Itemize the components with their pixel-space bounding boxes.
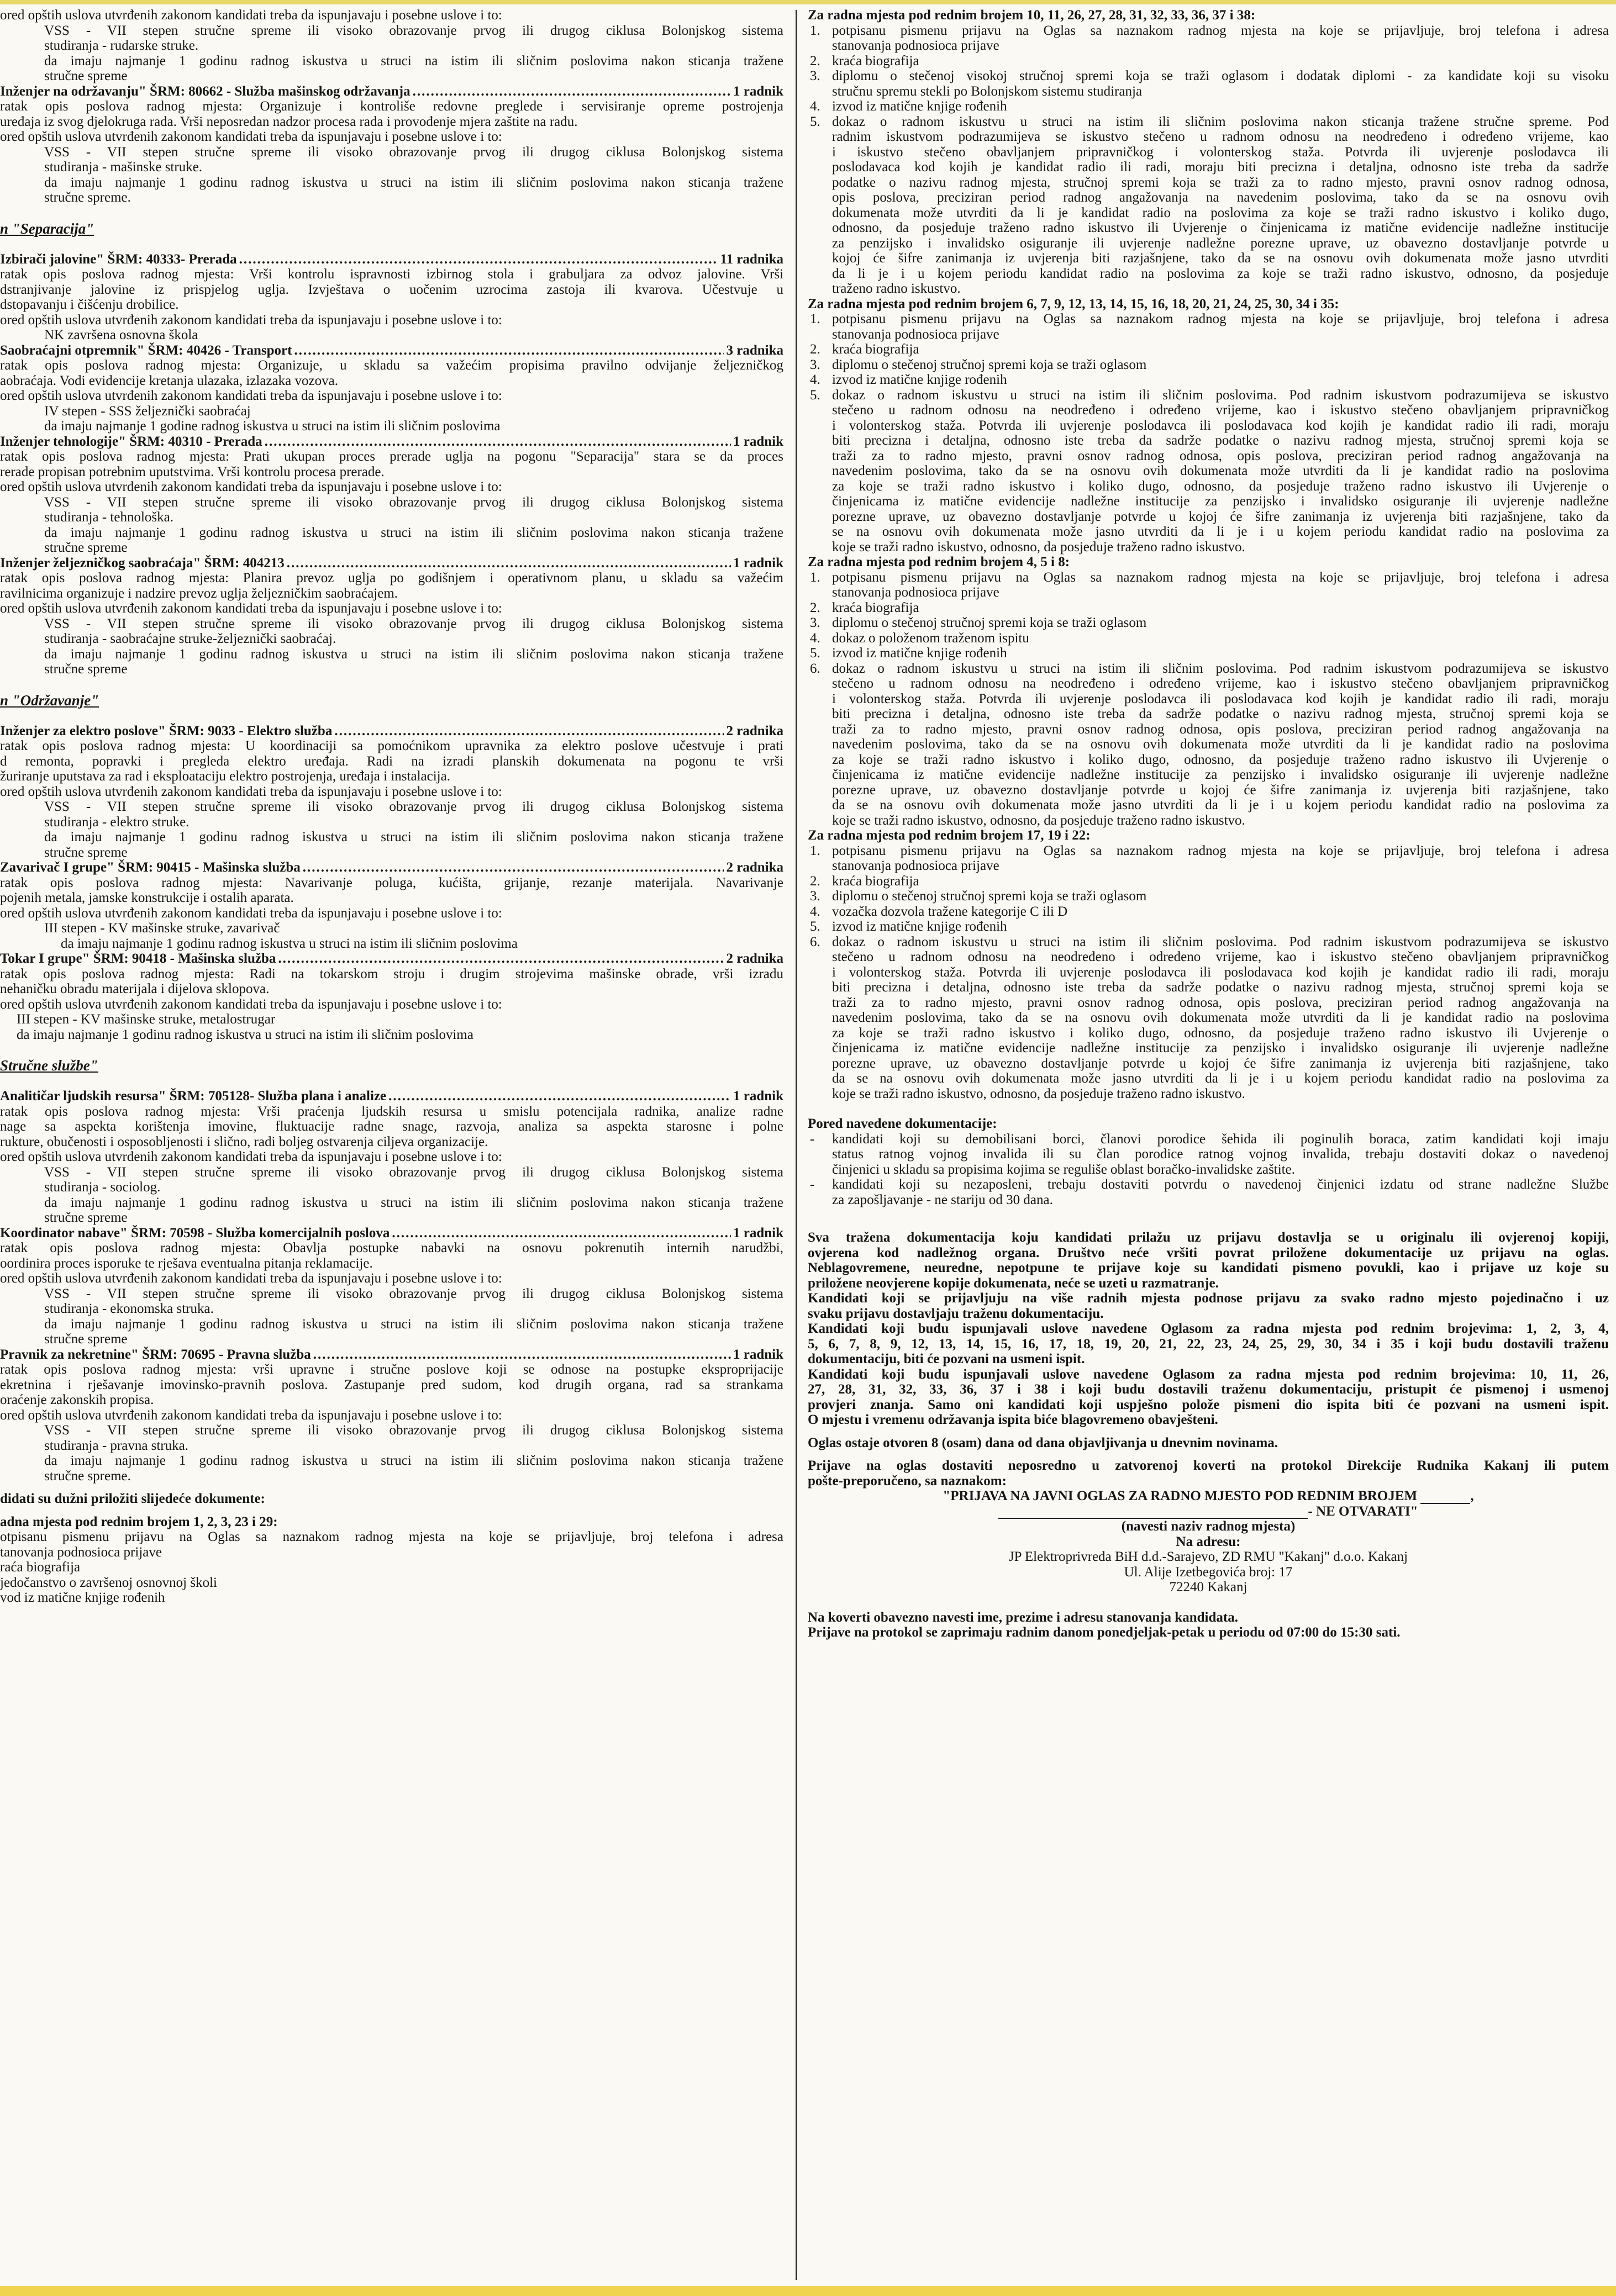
text-line: dokaz o radnom iskustvu u struci na istim ili sličnim poslovima. Pod radnim iskustvom podrazumijeva se iskustvo [832,934,1609,949]
text-line: traži za to radno mjesto, pravni osnov radnog odnosa, opis poslova, preciziran period radnog angažovanja na [832,995,1609,1010]
text-line: činjenicama iz matične evidencije nadležne institucije za penzijsko i invalidsko osiguranje ili uvjerenje nadležne [832,494,1609,509]
documents-group-heading: Za radna mjesta pod rednim brojem 10, 11, 26, 27, 28, 31, 32, 33, 36, 37 i 38: [808,8,1256,23]
text-line: status ratnog vojnog invalida ili su član porodice ratnog vojnog invalida, trebaju dostaviti dokaz o navedenoj [832,1147,1609,1162]
text-line: ored opštih uslova utvrđenih zakonom kandidati treba da ispunjavaju i posebne uslove i to: [0,1149,502,1164]
text-line: VSS - VII stepen stručne spreme ili visoko obrazovanje prvog ili drugog ciklusa Bolonjskog sistema [44,1423,783,1438]
documents-group-heading: Za radna mjesta pod rednim brojem 6, 7, 9, 12, 13, 14, 15, 16, 18, 20, 21, 24, 25, 30, 34 i 35: [808,296,1339,312]
envelope-hint: (navesti naziv radnog mjesta) [1121,1519,1296,1534]
envelope-label-line: - NE OTVARATI" [808,1504,1609,1519]
text-line: da imaju najmanje 1 godinu radnog iskustva u struci na istim ili sličnim poslovima nakon sticanja tražene [44,1453,783,1468]
text-line: da imaju najmanje 1 godinu radnog iskustva u struci na istim ili sličnim poslovima nakon sticanja tražene [44,53,783,68]
text-line: VSS - VII stepen stručne spreme ili visoko obrazovanje prvog ili drugog ciklusa Bolonjskog sistema [44,799,783,814]
text-line: ored opštih uslova utvrđenih zakonom kandidati treba da ispunjavaju i posebne uslove i to: [0,388,502,403]
list-item [808,23,1609,54]
text-line: odnosno, da posjeduje traženo radno iskustvo ili Uvjerenje o činjenicama iz matične evidencije nadležne institucije [832,220,1609,235]
text-line: VSS - VII stepen stručne spreme ili visoko obrazovanje prvog ili drugog ciklusa Bolonjskog sistema [44,616,783,631]
text-line: stručne spreme. [44,1468,131,1484]
envelope-label-line: "PRIJAVA NA JAVNI OGLAS ZA RADNO MJESTO POD REDNIM BROJEM , [943,1489,1474,1503]
notice-line: O mjestu i vremenu održavanja ispita biće blagovremeno obavješteni. [808,1412,1218,1427]
notice-line: Neblagovremene, neuredne, nepotpune te prijave koje su kandidati pismeno povukli, kao i prijave uz koje su [808,1260,1609,1275]
text-line: ratak opis poslova radnog mjesta: Prati ukupan proces prerade uglja na pogonu "Separacija" stara se da proces [0,449,783,464]
section-heading-separacija: n "Separacija" [0,220,94,237]
text-line: porezne uprave, uz obavezno dostavljanje potvrde u kojoj će šifre zanimanja iz uvjerenja biti razjašnjene, tako [832,782,1609,798]
page-bottom-edge [0,2286,1616,2296]
text-line: ratak opis poslova radnog mjesta: Organizuje i kontroliše redovne preglede i servisiranje opreme postrojenja [0,99,783,114]
text-line: VSS - VII stepen stručne spreme ili visoko obrazovanje prvog ili drugog ciklusa Bolonjskog sistema [44,1286,783,1301]
bullet-item: - kandidati koji su nezaposleni, trebaju dostaviti potvrdu o navedenoj činjenici izdatu od strane nadležne Službe za zapošljavanje - ne stariju od 30 dana. [810,1177,1609,1207]
text-line: da imaju najmanje 1 godinu radnog iskustva u struci na istim ili sličnim poslovima nakon sticanja tražene [44,830,783,844]
text-line: izvod iz matične knjige rođenih [832,372,1007,387]
numbered-list [808,312,1609,555]
list-item [808,388,1609,555]
text-line: navedenim poslovima, tako da se na osnovu ovih dokumenata može utvrditi da li je kandidat radio na poslovima [832,463,1609,478]
text-line: činjenicama iz matične evidencije nadležne institucije za penzijsko i invalidsko osiguranje ili uvjerenje nadležne [832,767,1609,782]
text-line: stečeno u radnom odnosu na neodređeno i određeno vrijeme, kao i iskustvo stečeno obavljanjem pripravničkog [832,403,1609,418]
job-title-line: Koordinator nabave" ŠRM: 70598 - Služba komercijalnih poslova ..... 1 radnik [0,1226,783,1241]
text-line: opis poslova, preciziran period radnog angažovanja na navedenim poslovima, tako da se na osnovu ovih [832,190,1609,205]
text-line: za koje se traži radno iskustvo i koliko dugo, odnosno, da posjeduje traženo radno iskustvo ili Uvjerenje o [832,478,1609,494]
text-line: biti precizna i detaljna, odnosno iste treba da sadrže podatke o nazivu radnog mjesta, stručnoj spremi koja se [832,433,1609,448]
notice-line: provjeri znanja. Samo oni kandidati koji uspješno polože pismeni dio ispita biti će pozvani na usmeni ispit. [808,1397,1609,1412]
text-line: koje se traži radno iskustvo, odnosno, da posjeduje traženo radno iskustvo. [832,812,1245,828]
text-line: navedenim poslovima, tako da se na osnovu ovih dokumenata može utvrditi da li je kandidat radio na poslovima [832,1010,1609,1025]
text-line: za koje se traži radno iskustvo i koliko dugo, odnosno, da posjeduje traženo radno iskustvo ili Uvjerenje o [832,1025,1609,1041]
text-line: kojoj će šifre zanimanja iz uvjerenja biti razjašnjene, tako da se na osnovu ovih dokumenata može jasno utvrditi [832,251,1609,266]
text-line: potpisanu pismenu prijavu na Oglas sa naznakom radnog mjesta na koje se prijavljuje, broj telefona i adresa [832,312,1609,326]
text-line: dokaz o radnom iskustvu u struci na istim ili sličnim poslovima. Pod radnim iskustvom podrazumijeva se iskustvo [832,387,1609,403]
text-line: ratak opis poslova radnog mjesta: Navarivanje poluga, kućišta, grijanje, rezanje materijala. Navarivanje [0,875,783,890]
list-item-number: 5. [810,114,820,129]
list-item [808,874,1609,889]
numbered-list [808,23,1609,297]
text-line: stečeno u radnom odnosu na neodređeno i određeno vrijeme, kao i iskustvo stečeno obavljanjem pripravničkog [832,949,1609,964]
list-item [808,935,1609,1102]
section-heading-odrzavanje: n "Održavanje" [0,692,99,709]
list-item [808,919,1609,935]
text-line: jedočanstvo o završenoj osnovnoj školi [0,1575,217,1590]
text-line: nehaničku obradu materijala i dijelova sklopova. [0,981,270,996]
text-line: i volonterskog staža. Potvrda ili uvjerenje poslodavca ili poslodavaca kod kojih je kandidat radio ili radi, moraju [832,691,1609,706]
text-line: ratak opis poslova radnog mjesta: Radi na tokarskom stroju i drugim strojevima mašinske obrade, vrši izradu [0,966,783,981]
text-line: ekretnina i rješavanje imovinsko-pravnih poslova. Zastupanje pred sudom, kod drugih organa, rad sa strankama [0,1377,783,1392]
text-line: d remonta, popravki i pregleda elektro uređaja. Radi na izradi planskih dokumenata na pogonu te vrši [0,753,783,769]
text-line: III stepen - KV mašinske struke, metalostrugar [17,1012,276,1027]
text-line: stručne spreme [44,540,128,555]
section-heading-strucne-sluzbe: Stručne službe" [0,1057,98,1074]
list-item [808,342,1609,357]
text-line: studiranja - saobraćajne struke-željeznički saobraćaj. [44,631,336,646]
text-line: III stepen - KV mašinske struke, zavarivač [44,921,280,936]
page-top-edge [0,0,1616,4]
list-item-number: 3. [810,357,820,372]
list-item [808,357,1609,373]
submission-line: Prijave na oglas dostaviti neposredno u zatvorenoj koverti na protokol Direkcije Rudnika Kakanj ili putem [808,1458,1609,1473]
text-line: studiranja - ekonomska struka. [44,1301,214,1316]
final-note: Prijave na protokol se zaprimaju radnim danom ponedjeljak-petak u periodu od 07:00 do 15:30 sati. [808,1625,1401,1640]
documents-group-heading: Za radna mjesta pod rednim brojem 4, 5 i 8: [808,555,1070,569]
text-line: otpisanu pismenu prijavu na Oglas sa naznakom radnog mjesta na koje se prijavljuje, broj telefona i adresa [0,1529,783,1544]
text-line: diplomu o stečenoj visokoj stručnoj spremi koja se traži oglasom i dodatak diplomi - za kandidate koji su visoku [832,68,1609,83]
documents-group-heading: Za radna mjesta pod rednim brojem 17, 19 i 22: [808,828,1091,843]
job-title-line: Inženjer željezničkog saobraćaja" ŠRM: 404213 ..... 1 radnik [0,556,783,571]
text-line: se na osnovu ovih dokumenata može jasno utvrditi da li je i u kojem periodu kandidat radio na poslovima za [832,524,1609,539]
text-line: dokaz o radnom iskustvu u struci na istim ili sličnim poslovima. Pod radnim iskustvom podrazumijeva se iskustvo [832,661,1609,676]
submission-line: pošte-preporučeno, sa naznakom: [808,1473,1007,1489]
text-line: kandidati koji su nezaposleni, trebaju dostaviti potvrdu o navedenoj činjenici izdatu od strane nadležne Službe [832,1177,1609,1192]
text-line: ratak opis poslova radnog mjesta: Organizuje, u skladu sa važećim propisima pravilno odvijanje željezničkog [0,358,783,373]
text-line: da imaju najmanje 1 godinu radnog iskustva u struci na istim ili sličnim poslovima nakon sticanja tražene [44,646,783,662]
text-line: činjenici u skladu sa propisima kojima se reguliše oblast boračko-invalidske zaštite. [832,1162,1295,1177]
text-line: ratak opis poslova radnog mjesta: vrši upravne i stručne poslove koji se odnose na postupke eksproprijacije [0,1362,783,1377]
text-line: pojenih metala, jamske konstrukcije i ostalih aparata. [0,890,294,905]
text-line: kraća biografija [832,600,919,615]
text-line: VSS - VII stepen stručne spreme ili visoko obrazovanje prvog ili drugog ciklusa Bolonjskog sistema [44,494,783,510]
text-line: studiranja - rudarske struke. [44,38,199,53]
list-item-number: 3. [810,68,820,83]
text-line: da imaju najmanje 1 godinu radnog iskustva u struci na istim ili sličnim poslovima nakon sticanja tražene [44,525,783,540]
final-note: Na koverti obavezno navesti ime, prezime i adresu stanovanja kandidata. [808,1609,1238,1625]
text-line: dokaz o položenom traženom ispitu [832,630,1029,646]
text-line: da se na osnovu ovih dokumenata može jasno utvrditi da li je i u kojem periodu kandidat radio na poslovima za [832,798,1609,812]
notice-line: 27, 28, 31, 32, 33, 36, 37 i 38 i koji budu dostavili traženu dokumentaciju, pristupit će pismenoj i usmenoj [808,1382,1609,1397]
text-line: za koje se traži radno iskustvo i koliko dugo, odnosno, da posjeduje traženo radno iskustvo ili Uvjerenje o [832,752,1609,767]
job-title-line: Tokar I grupe" ŠRM: 90418 - Mašinska služba ..... 2 radnika [0,951,783,967]
text-line: koje se traži radno iskustvo, odnosno, da posjeduje traženo radno iskustvo. [832,1086,1245,1101]
notice-line: 5, 6, 7, 8, 9, 12, 13, 14, 15, 16, 17, 18, 19, 20, 21, 22, 23, 24, 25, 29, 30, 34 i 35 i koji budu dostavili traženu [808,1336,1609,1352]
text-line: studiranja - pravna struka. [44,1438,189,1453]
list-item [808,114,1609,297]
text-line: stručne spreme [44,1210,128,1225]
column-divider [796,10,797,2280]
list-item-number: 2. [810,600,820,615]
left-column [0,8,783,1606]
text-line: da imaju najmanje 1 godinu radnog iskustva u struci na istim ili sličnim poslovima nakon sticanja tražene [44,175,783,190]
text-line: ored opštih uslova utvrđenih zakonom kandidati treba da ispunjavaju i posebne uslove i to: [0,8,502,23]
text-line: da se na osnovu ovih dokumenata može jasno utvrditi da li je i u kojem periodu kandidat radio na poslovima za [832,1071,1609,1086]
text-line: tanovanja podnosioca prijave [0,1544,162,1560]
job-title-line: Inženjer tehnologije" ŠRM: 40310 - Prerada ..... 1 radnik [0,434,783,450]
text-line: studiranja - mašinske struke. [44,160,203,175]
list-item-number: 4. [810,99,820,114]
text-line: ratak opis poslova radnog mjesta: Vrši kontrolu ispravnosti izbirnog stola i grabuljara za odvoz jalovine. Vrši [0,267,783,282]
text-line: žuriranje uputstava za rad i eksploataciju elektro postrojenja, uređaja i instalacija. [0,769,450,784]
list-item-number: 1. [810,843,820,858]
text-line: kraća biografija [832,53,919,68]
text-line: potpisanu pismenu prijavu na Oglas sa naznakom radnog mjesta na koje se prijavljuje, broj telefona i adresa [832,843,1609,858]
text-line: ratak opis poslova radnog mjesta: Obavlja postupke nabavki na osnovu pokrenutih internih narudžbi, [0,1241,783,1255]
text-line: ored opštih uslova utvrđenih zakonom kandidati treba da ispunjavaju i posebne uslove i to: [0,1407,502,1423]
text-line: kandidati koji su demobilisani borci, članovi porodice šehida ili poginulih boraca, zatim kandidati koji imaju [832,1131,1609,1147]
list-item-number: 4. [810,904,820,919]
text-line: biti precizna i detaljna, odnosno iste treba da sadrže podatke o nazivu radnog mjesta, stručnoj spremi koja se [832,980,1609,995]
text-line: stručnu spremu stekli po Bolonjskom sistemu studiranja [832,83,1143,99]
list-item [808,312,1609,342]
job-title-line: Analitičar ljudskih resursa" ŠRM: 705128- Služba plana i analize ..... 1 radnik [0,1089,783,1104]
text-line: biti precizna i detaljna, odnosno iste treba da sadrže podatke o nazivu radnog mjesta, stručnoj spremi koja se [832,706,1609,721]
text-line: za zapošljavanje - ne stariju od 30 dana. [832,1192,1053,1207]
documents-heading: didati su dužni priložiti slijedeće dokumente: [0,1491,265,1506]
text-line: studiranja - sociolog. [44,1180,161,1195]
text-line: IV stepen - SSS željeznički saobraćaj [44,403,251,419]
list-item [808,600,1609,616]
text-line: oordinira proces isporuke te rješava eventualna pitanja reklamacije. [0,1255,373,1271]
job-title-line: Saobraćajni otpremnik" ŠRM: 40426 - Transport ..... 3 radnika [0,343,783,358]
list-item-number: 4. [810,372,820,387]
text-line: VSS - VII stepen stručne spreme ili visoko obrazovanje prvog ili drugog ciklusa Bolonjskog sistema [44,23,783,38]
text-line: za penzijsko i invalidsko osiguranje ili uvjerenje nadležne porezne uprave, uz obavezno dostavljanje potvrde u [832,235,1609,251]
list-item-number: 3. [810,889,820,904]
text-line: kraća biografija [832,873,919,889]
text-line: oraćenje zakonskih propisa. [0,1392,154,1407]
documents-group-heading: adna mjesta pod rednim brojem 1, 2, 3, 23 i 29: [0,1514,278,1529]
list-item-number: 5. [810,919,820,934]
text-line: da imaju najmanje 1 godinu radnog iskustva u struci na istim ili sličnim poslovima nakon sticanja tražene [44,1316,783,1332]
text-line: stečeno u radnom odnosu na neodređeno i određeno vrijeme, kao i iskustvo stečeno obavljanjem pripravničkog [832,676,1609,691]
text-line: porezne uprave, uz obavezno dostavljanje potvrde u kojoj će šifre zanimanja iz uvjerenja biti razjašnjene, tako da [832,509,1609,524]
text-line: vod iz matične knjige rođenih [0,1590,165,1605]
bullet-item: - kandidati koji su demobilisani borci, članovi porodice šehida ili poginulih boraca, zatim kandidati koji imaju status ratnog vojnog invalida ili su član porodice ratnog vojnog invalida, trebaju dostaviti dokaz o navedenoj činjenici u skladu sa propisima kojima se reguliše oblast boračko-invalidske zaštite. [810,1131,1609,1177]
numbered-list [808,570,1609,828]
text-line: diplomu o stečenoj stručnoj spremi koja se traži oglasom [832,615,1147,630]
notice-line: Kandidati koji se prijavljuju na više radnih mjesta podnose prijavu za svako radno mjesto pojedinačno i uz [808,1291,1609,1306]
job-title-line: Pravnik za nekretnine" ŠRM: 70695 - Pravna služba ..... 1 radnik [0,1347,783,1363]
text-line: ravilnicima organizuje i nadzire prevoz uglja željezničkim saobraćajem. [0,585,398,601]
text-line: stručne spreme [44,1332,128,1347]
text-line: ored opštih uslova utvrđenih zakonom kandidati treba da ispunjavaju i posebne uslove i to: [0,129,502,144]
right-column [808,8,1609,1640]
text-line: dstopavanju i čišćenju drobilice. [0,297,179,312]
text-line: da imaju najmanje 1 godinu radnog iskustva u struci na istim ili sličnim poslovima [17,1027,473,1042]
text-line: ored opštih uslova utvrđenih zakonom kandidati treba da ispunjavaju i posebne uslove i to: [0,601,502,616]
text-line: radnim iskustvom podrazumijeva se iskustvo stečeno u radnom odnosu na neodređeno i određeno vrijeme, kao [832,129,1609,144]
text-line: i iskustvo stečeno obavljanjem pripravničkog i volonterskog staža. Potvrda ili uvjerenje poslodavca ili [832,144,1609,160]
numbered-list [808,843,1609,1102]
list-item [808,99,1609,114]
text-line: uređaja iz svog djelokruga rada. Vrši neposredan nadzor procesa rada i provođenje mjera zaštite na radu. [0,114,578,129]
list-item-number: 5. [810,387,820,403]
notice-line: svaku prijavu dostavljaju traženu dokumentaciju. [808,1306,1104,1321]
text-line: stručne spreme [44,844,128,860]
list-item-number: 5. [810,646,820,661]
text-line: aobraćaja. Vodi evidencije kretanja ulazaka, izlazaka vozova. [0,373,338,388]
list-item-number: 4. [810,630,820,646]
address-line: Ul. Alije Izetbegovića broj: 17 [1124,1564,1293,1580]
notice-line: dokumentaciju, biti će pozvani na usmeni ispit. [808,1352,1085,1366]
list-item [808,889,1609,904]
notice-line: Kandidati koji budu ispunjavali uslove navedene Oglasom za radna mjesta pod rednim brojevima: 10, 11, 26, [808,1366,1609,1382]
text-line: dokumenata može utvrditi da li je kandidat radio na poslovima za koje se traži radno iskustvo i koliko dugo, [832,205,1609,220]
text-line: nage sa aspekta korištenja imovine, fluktuacije radne snage, razvoja, analiza sa aspekta starosne i polne [0,1119,783,1134]
text-line: ored opštih uslova utvrđenih zakonom kandidati treba da ispunjavaju i posebne uslove i to: [0,905,502,921]
text-line: vozačka dozvola tražene kategorije C ili D [832,904,1068,919]
text-line: diplomu o stečenoj stručnoj spremi koja se traži oglasom [832,357,1147,372]
text-line: porezne uprave, uz obavezno dostavljanje potvrde u kojoj će šifre zanimanja iz uvjerenja biti razjašnjene, tako [832,1055,1609,1071]
list-item [808,661,1609,828]
text-line: stanovanja podnosioca prijave [832,38,999,53]
list-item-number: 2. [810,53,820,68]
notice-line: priložene neovjerene kopije dokumenata, neće se uzeti u razmatranje. [808,1275,1219,1291]
list-item-number: 3. [810,615,820,630]
list-item [808,843,1609,874]
job-title-line: Inženjer na održavanju" ŠRM: 80662 - Služba mašinskog održavanja ..... 1 radnik [0,84,783,99]
list-item [808,615,1609,631]
notice-line: Kandidati koji budu ispunjavali uslove navedene Oglasom za radna mjesta pod rednim brojevima: 1, 2, 3, 4, [808,1321,1609,1336]
text-line: traži za to radno mjesto, pravni osnov radnog odnosa, opis poslova, preciziran period radnog angažovanja na [832,721,1609,737]
text-line: traženo radno iskustvo. [832,281,961,296]
text-line: dokaz o radnom iskustvu u struci na istim ili sličnim poslovima nakon sticanja tražene stručne spreme. Pod [832,114,1609,129]
list-item [808,68,1609,99]
list-item [808,570,1609,600]
list-item-number: 2. [810,873,820,889]
text-line: traži za to radno mjesto, pravni osnov radnog odnosa, opis poslova, preciziran period radnog angažovanja na [832,448,1609,463]
text-line: rerade propisan potrebnim uputstvima. Vrši kontrolu procesa prerade. [0,464,385,479]
text-line: kraća biografija [832,342,919,357]
text-line: diplomu o stečenoj stručnoj spremi koja se traži oglasom [832,889,1147,904]
text-line: ored opštih uslova utvrđenih zakonom kandidati treba da ispunjavaju i posebne uslove i to: [0,479,502,494]
list-item-number: 1. [810,569,820,585]
text-line: ored opštih uslova utvrđenih zakonom kandidati treba da ispunjavaju i posebne uslove i to: [0,784,502,799]
text-line: koje se traži radno iskustvo, odnosno, da posjeduje traženo radno iskustvo. [832,539,1245,555]
text-line: NK završena osnovna škola [44,328,198,342]
job-title-line: Izbirači jalovine" ŠRM: 40333- Prerada ..... 11 radnika [0,252,783,267]
list-item-number: 1. [810,23,820,38]
list-item [808,631,1609,646]
text-line: stručne spreme [44,662,128,677]
text-line: da imaju najmanje 1 godinu radnog iskustva u struci na istim ili sličnim poslovima nakon sticanja tražene [44,1195,783,1210]
text-line: rukture, obučenosti i osposobljenosti i slično, radi boljeg ostvarenja ciljeva organizacije. [0,1134,488,1149]
list-item [808,372,1609,388]
text-line: ored opštih uslova utvrđenih zakonom kandidati treba da ispunjavaju i posebne uslove i to: [0,996,502,1012]
text-line: i volonterskog staža. Potvrda ili uvjerenje poslodavca ili poslodavaca kod kojih je kandidat radio ili radi, moraju [832,964,1609,980]
deadline-line: Oglas ostaje otvoren 8 (osam) dana od dana objavljivanja u dnevnim novinama. [808,1435,1278,1450]
notice-line: ovjerena kod nadležnog organa. Društvo neće vršiti povrat priložene dokumentacije uz prijavu na oglas. [808,1245,1609,1260]
notice-line: Sva tražena dokumentacija koju kandidati prilažu uz prijavu dostavlja se u originalu ili ovjerenoj kopiji, [808,1230,1609,1245]
list-item [808,646,1609,661]
additional-docs-heading: Pored navedene dokumentacije: [808,1116,997,1131]
text-line: navedenim poslovima, tako da se na osnovu ovih dokumenata može utvrditi da li je kandidat radio na poslovima [832,737,1609,752]
text-line: ored opštih uslova utvrđenih zakonom kandidati treba da ispunjavaju i posebne uslove i to: [0,312,502,328]
list-item-number: 1. [810,312,820,326]
text-line: izvod iz matične knjige rođenih [832,646,1007,661]
list-item [808,54,1609,69]
text-line: stručne spreme. [44,190,131,205]
list-item-number: 2. [810,342,820,357]
text-line: potpisanu pismenu prijavu na Oglas sa naznakom radnog mjesta na koje se prijavljuje, broj telefona i adresa [832,569,1609,585]
list-item [808,904,1609,920]
text-line: da imaju najmanje 1 godine radnog iskustva u struci na istim ili sličnim poslovima [44,419,501,434]
text-line: ratak opis poslova radnog mjesta: Vrši praćenja ljudskih resursa u smislu potencijala radnika, analize radne [0,1104,783,1119]
text-line: ratak opis poslova radnog mjesta: Planira prevoz uglja po godišnjem i operativnom planu, u skladu sa važećim [0,571,783,585]
address-line: 72240 Kakanj [1169,1580,1247,1595]
text-line: izvod iz matične knjige rođenih [832,99,1007,114]
text-line: stručne spreme [44,68,128,83]
text-line: činjenicama iz matične evidencije nadležne institucije za penzijsko i invalidsko osiguranje ili uvjerenje nadležne [832,1041,1609,1055]
address-line: JP Elektroprivreda BiH d.d.-Sarajevo, ZD RMU "Kakanj" d.o.o. Kakanj [1008,1549,1408,1564]
text-line: raća biografija [0,1560,81,1575]
text-line: i volonterskog staža. Potvrda ili uvjerenje poslodavca ili poslodavaca kod kojih je kandidat radio ili radi, moraju [832,418,1609,433]
text-line: da imaju najmanje 1 godinu radnog iskustva u struci na istim ili sličnim poslovima [61,936,518,951]
text-line: izvod iz matične knjige rođenih [832,919,1007,934]
address-label: Na adresu: [1176,1534,1241,1549]
text-line: studiranja - elektro struke. [44,814,190,830]
text-line: VSS - VII stepen stručne spreme ili visoko obrazovanje prvog ili drugog ciklusa Bolonjskog sistema [44,1164,783,1180]
text-line: da li je i u kojem periodu kandidat radio na poslovima za koje se traži radno iskustvo, odnosno, da posjeduje [832,266,1609,281]
text-line: podatke o nazivu radnog mjesta, stručnoj spremi koja se traži za to radno mjesto, pravni osnov radnog odnosa, [832,175,1609,190]
job-title-line: Zavarivač I grupe" ŠRM: 90415 - Mašinska služba ..... 2 radnika [0,860,783,875]
list-item-number: 6. [810,934,820,949]
text-line: potpisanu pismenu prijavu na Oglas sa naznakom radnog mjesta na koje se prijavljuje, broj telefona i adresa [832,23,1609,38]
text-line: ored opštih uslova utvrđenih zakonom kandidati treba da ispunjavaju i posebne uslove i to: [0,1271,502,1286]
list-item-number: 6. [810,661,820,676]
text-line: studiranja - tehnološka. [44,510,173,525]
text-line: stanovanja podnosioca prijave [832,858,999,873]
text-line: stanovanja podnosioca prijave [832,585,999,600]
text-line: stanovanja podnosioca prijave [832,326,999,342]
text-line: ratak opis poslova radnog mjesta: U koordinaciji sa pomoćnikom upravnika za elektro poslove učestvuje i prati [0,738,783,753]
text-line: dstranjivanje jalovine iz prispjelog uglja. Izvještava o uočenim uzrocima zastoja ili kvarova. Učestvuje u [0,282,783,297]
text-line: poslodavaca kod kojih je kandidat radio ili radi, moraju biti precizna i detaljna, odnosno iste treba da sadrže [832,160,1609,175]
job-title-line: Inženjer za elektro poslove" ŠRM: 9033 - Elektro služba ..... 2 radnika [0,724,783,739]
text-line: VSS - VII stepen stručne spreme ili visoko obrazovanje prvog ili drugog ciklusa Bolonjskog sistema [44,144,783,160]
